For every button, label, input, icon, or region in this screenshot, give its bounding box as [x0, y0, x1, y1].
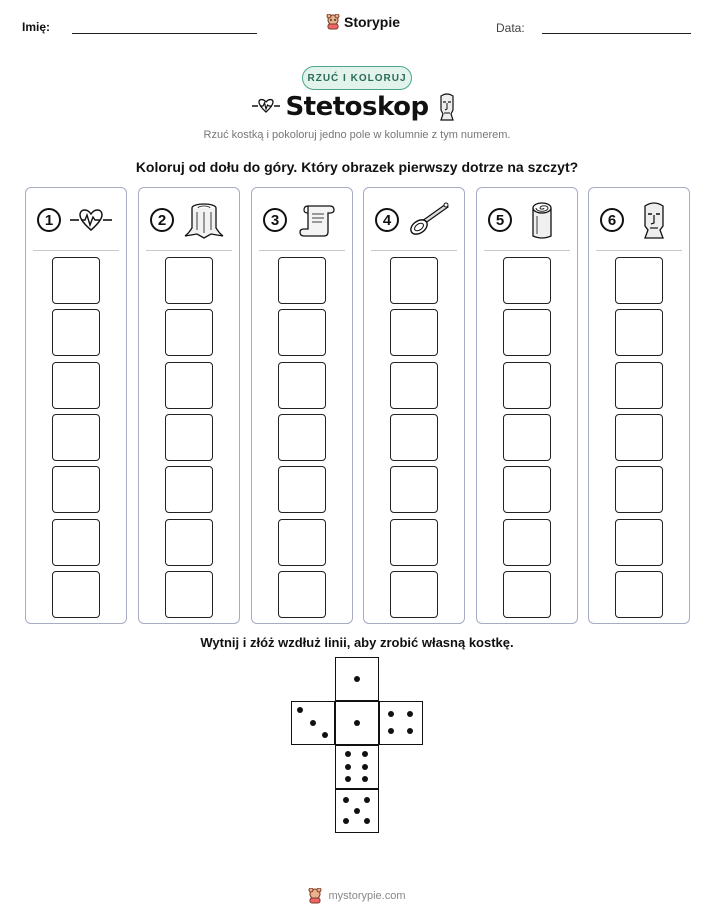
heartbeat-icon [70, 200, 112, 240]
coloring-cell[interactable] [165, 309, 213, 356]
dice-pip [364, 818, 370, 824]
column-header [139, 188, 239, 250]
dice-face [335, 657, 379, 701]
coloring-cell[interactable] [615, 414, 663, 461]
footer [0, 888, 714, 904]
column-divider [371, 250, 457, 251]
coloring-cell[interactable] [165, 414, 213, 461]
rolled-paper-icon [521, 200, 563, 240]
coloring-cell[interactable] [52, 257, 100, 304]
coloring-cell[interactable] [52, 309, 100, 356]
coloring-cell[interactable] [52, 362, 100, 409]
cut-instruction: Wytnij i złóż wzdłuż linii, aby zrobić własną kostkę. [200, 635, 514, 650]
moai-statue-icon [633, 200, 675, 240]
coloring-cell[interactable] [165, 362, 213, 409]
coloring-cell[interactable] [615, 362, 663, 409]
page-title: Stetoskop [285, 92, 429, 122]
coloring-cell[interactable] [503, 257, 551, 304]
coloring-cell[interactable] [52, 519, 100, 566]
coloring-cell[interactable] [503, 519, 551, 566]
dice-pip [310, 720, 316, 726]
brand-name: Storypie [344, 14, 401, 30]
instruction: Koloruj od dołu do góry. Który obrazek pierwszy dotrze na szczyt? [135, 159, 579, 175]
dice-face [379, 701, 423, 745]
column-divider [259, 250, 345, 251]
storypie-logo-icon [308, 888, 322, 904]
dice-pip [388, 711, 394, 717]
column-6 [588, 187, 690, 624]
coloring-cell[interactable] [278, 362, 326, 409]
column-number: 2 [150, 208, 174, 232]
dice-pip [345, 751, 351, 757]
coloring-cell[interactable] [390, 414, 438, 461]
dice-face [335, 789, 379, 833]
coloring-cell[interactable] [615, 519, 663, 566]
coloring-cell[interactable] [278, 466, 326, 513]
dice-face [335, 701, 379, 745]
coloring-cell[interactable] [165, 571, 213, 618]
column-number: 5 [488, 208, 512, 232]
column-number: 1 [37, 208, 61, 232]
dice-pip [407, 711, 413, 717]
moai-statue-icon [436, 92, 458, 122]
coloring-cell[interactable] [165, 519, 213, 566]
column-number: 3 [263, 208, 287, 232]
column-divider [484, 250, 570, 251]
activity-badge: RZUĆ I KOLORUJ [302, 66, 412, 90]
footer-url: mystorypie.com [328, 890, 406, 902]
column-header [26, 188, 126, 250]
column-1 [25, 187, 127, 624]
coloring-cell[interactable] [503, 414, 551, 461]
dice-pip [343, 818, 349, 824]
coloring-cell[interactable] [52, 414, 100, 461]
dice-pip [322, 732, 328, 738]
coloring-cell[interactable] [390, 309, 438, 356]
column-header [252, 188, 352, 250]
horn-icon [408, 200, 450, 240]
dice-pip [354, 720, 360, 726]
coloring-cell[interactable] [165, 466, 213, 513]
dice-pip [297, 707, 303, 713]
coloring-cell[interactable] [390, 362, 438, 409]
coloring-cell[interactable] [615, 309, 663, 356]
dice-pip [362, 776, 368, 782]
coloring-cell[interactable] [52, 571, 100, 618]
dice-pip [343, 797, 349, 803]
column-header [477, 188, 577, 250]
coloring-cell[interactable] [615, 257, 663, 304]
column-4 [363, 187, 465, 624]
dice-pip [388, 728, 394, 734]
column-header [364, 188, 464, 250]
dice-pip [354, 676, 360, 682]
coloring-cell[interactable] [615, 571, 663, 618]
coloring-cell[interactable] [278, 414, 326, 461]
column-divider [596, 250, 682, 251]
brand-logo [326, 14, 400, 30]
coloring-cell[interactable] [503, 571, 551, 618]
column-header [589, 188, 689, 250]
column-5 [476, 187, 578, 624]
dice-face [335, 745, 379, 789]
column-3 [251, 187, 353, 624]
column-number: 6 [600, 208, 624, 232]
storypie-logo-icon [326, 14, 340, 30]
coloring-cell[interactable] [390, 466, 438, 513]
coloring-cell[interactable] [278, 571, 326, 618]
dice-pip [364, 797, 370, 803]
column-divider [33, 250, 119, 251]
coloring-cell[interactable] [503, 309, 551, 356]
coloring-cell[interactable] [165, 257, 213, 304]
coloring-cell[interactable] [278, 519, 326, 566]
date-line [542, 33, 691, 34]
dice-pip [362, 751, 368, 757]
scroll-icon [296, 200, 338, 240]
coloring-cell[interactable] [278, 309, 326, 356]
coloring-cell[interactable] [52, 466, 100, 513]
dice-face [291, 701, 335, 745]
coloring-cell[interactable] [390, 571, 438, 618]
dice-pip [345, 776, 351, 782]
coloring-cell[interactable] [615, 466, 663, 513]
name-label: Imię: [22, 20, 51, 34]
column-number: 4 [375, 208, 399, 232]
coloring-cell[interactable] [390, 519, 438, 566]
coloring-cell[interactable] [503, 466, 551, 513]
subtitle: Rzuć kostką i pokoloruj jedno pole w kolumnie z tym numerem. [203, 129, 511, 141]
dice-pip [407, 728, 413, 734]
dice-pip [345, 764, 351, 770]
coloring-cell[interactable] [278, 257, 326, 304]
tree-stump-icon [183, 200, 225, 240]
dice-pip [354, 808, 360, 814]
coloring-cell[interactable] [390, 257, 438, 304]
column-divider [146, 250, 232, 251]
coloring-cell[interactable] [503, 362, 551, 409]
column-2 [138, 187, 240, 624]
name-line [72, 33, 257, 34]
date-label: Data: [496, 21, 525, 35]
dice-pip [362, 764, 368, 770]
